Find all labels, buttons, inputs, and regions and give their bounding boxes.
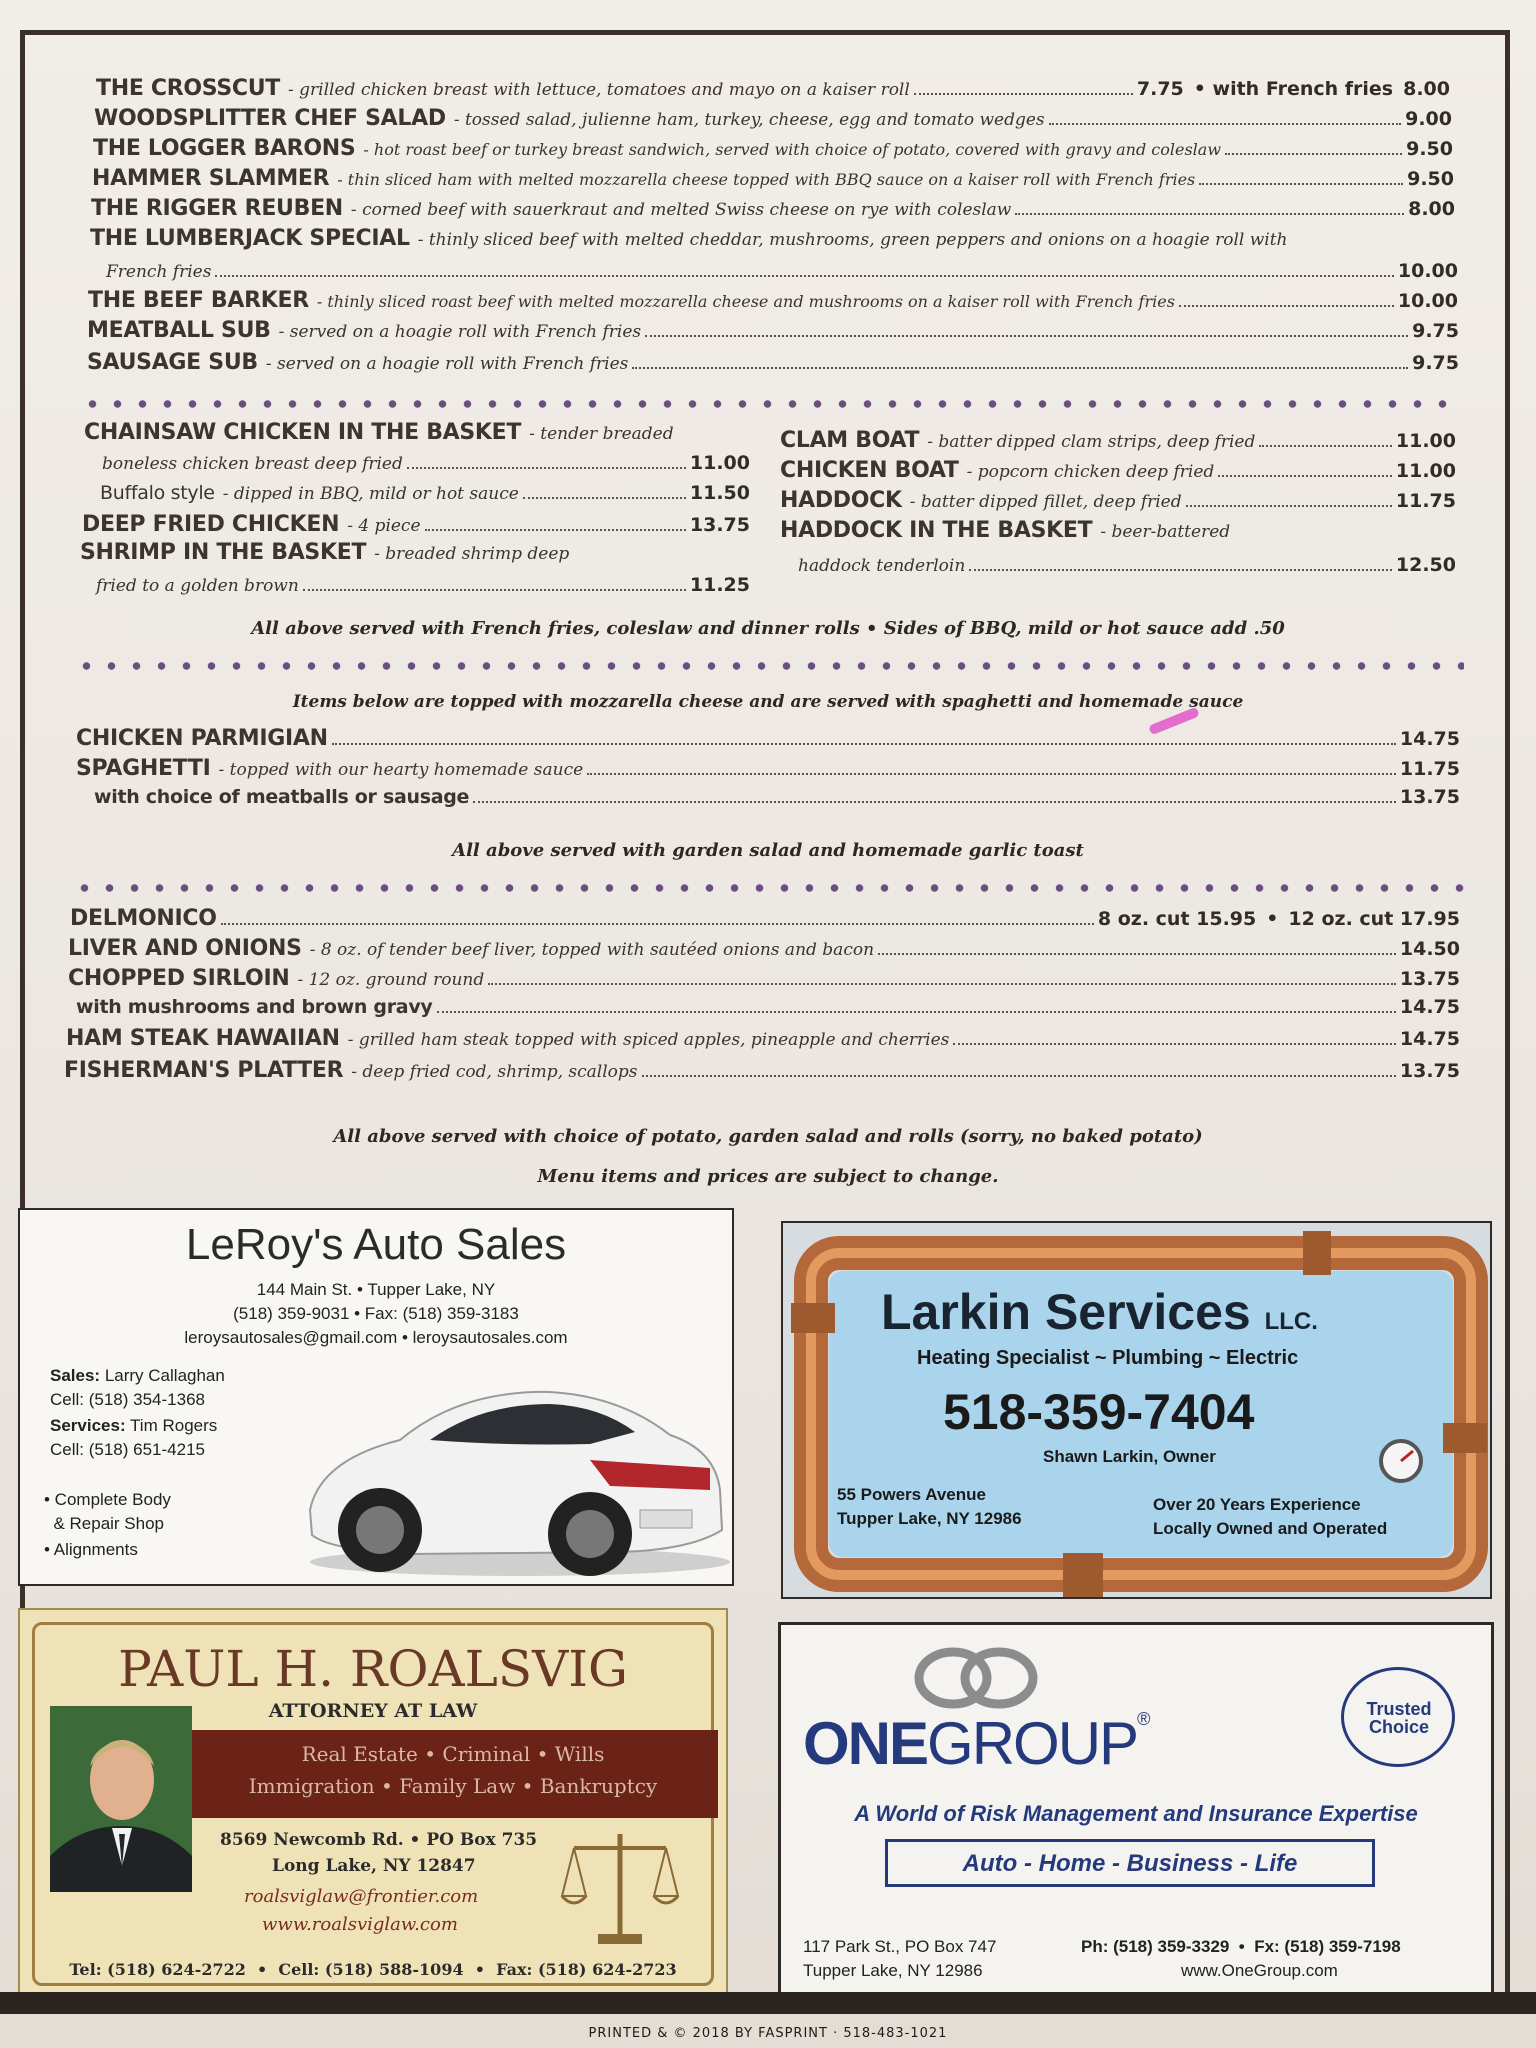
onegroup-website: www.OneGroup.com — [1181, 1961, 1338, 1980]
item-price: 9.50 — [1407, 168, 1454, 190]
paul-phones: Tel: (518) 624-2722 • Cell: (518) 588-1094 • Fax: (518) 624-2723 — [69, 1960, 677, 1979]
onegroup-rings-logo — [901, 1643, 1051, 1713]
menu-item — [68, 936, 1460, 966]
item-desc: - deep fried cod, shrimp, scallops — [351, 1062, 638, 1082]
leader-dots — [1186, 505, 1392, 507]
item-desc: - batter dipped clam strips, deep fried — [927, 432, 1256, 452]
item-name: THE BEEF BARKER — [88, 288, 309, 313]
item-desc: - topped with our hearty homemade sauce — [218, 760, 584, 780]
menu-item — [94, 786, 1460, 816]
menu-item — [780, 488, 1456, 518]
item-desc-cont: French fries — [106, 262, 212, 282]
leader-dots — [878, 953, 1396, 955]
printer-credit: PRINTED & © 2018 BY FASPRINT · 518-483-1021 — [588, 2026, 948, 2041]
leader-dots — [914, 93, 1133, 95]
item-name: SPAGHETTI — [76, 756, 211, 781]
item-price: 9.50 — [1406, 138, 1453, 160]
item-name: LIVER AND ONIONS — [68, 936, 302, 961]
item-desc: - corned beef with sauerkraut and melted Swiss cheese on rye with coleslaw — [350, 200, 1012, 220]
item-price: 11.00 — [689, 452, 750, 474]
leroy-bullet-repair: & Repair Shop — [44, 1514, 165, 1533]
leader-dots — [642, 1075, 1396, 1077]
item-name: CHICKEN BOAT — [780, 458, 959, 483]
item-desc: - grilled ham steak topped with spiced apples, pineapple and cherries — [347, 1030, 950, 1050]
leroy-sales-cell: Cell: (518) 354-1368 — [50, 1390, 205, 1409]
dinners-note: All above served with choice of potato, garden salad and rolls (sorry, no baked potato) — [333, 1126, 1203, 1147]
item-name: DEEP FRIED CHICKEN — [82, 512, 340, 537]
leroy-address: 144 Main St. • Tupper Lake, NY — [256, 1280, 496, 1299]
leader-dots — [221, 923, 1094, 925]
item-desc: - tender breaded — [529, 424, 674, 444]
leroy-title: LeRoy's Auto Sales — [185, 1220, 567, 1269]
item-name: FISHERMAN'S PLATTER — [64, 1058, 344, 1083]
menu-item — [93, 136, 1453, 166]
services-label: Services: — [50, 1416, 126, 1435]
item-price-large: 12 oz. cut 17.95 — [1288, 908, 1460, 930]
item-price: 14.75 — [1399, 728, 1460, 750]
larkin-phone: 518-359-7404 — [943, 1384, 1255, 1440]
onegroup-lines: Auto - Home - Business - Life — [962, 1850, 1298, 1877]
item-desc-cont: fried to a golden brown — [96, 576, 299, 596]
paul-address-2: Long Lake, NY 12847 — [272, 1856, 476, 1876]
sports-car-image — [290, 1340, 730, 1580]
item-desc: - dipped in BBQ, mild or hot sauce — [222, 484, 519, 504]
leader-dots — [645, 335, 1408, 337]
menu-item — [780, 428, 1456, 458]
leroy-email-web: leroysautosales@gmail.com • leroysautosales.com — [184, 1328, 568, 1347]
leader-dots — [473, 801, 1396, 803]
menu-item — [92, 166, 1454, 196]
menu-item-continued — [798, 554, 1456, 584]
item-price-small: 8 oz. cut 15.95 — [1097, 908, 1257, 930]
larkin-experience: Over 20 Years Experience — [1153, 1495, 1361, 1514]
item-desc: - breaded shrimp deep — [374, 544, 570, 564]
trusted-choice-badge — [1341, 1667, 1455, 1767]
bottom-border-bar — [0, 1992, 1536, 2014]
menu-item — [76, 726, 1460, 756]
leader-dots — [425, 529, 686, 531]
leader-dots — [587, 773, 1396, 775]
leader-dots — [1259, 445, 1392, 447]
leader-dots — [953, 1043, 1396, 1045]
item-price: 14.75 — [1399, 1028, 1460, 1050]
menu-item — [94, 106, 1452, 136]
menu-item — [82, 512, 750, 542]
paul-address-1: 8569 Newcomb Rd. • PO Box 735 — [220, 1830, 538, 1850]
item-desc: - 12 oz. ground round — [297, 970, 485, 990]
menu-item — [68, 966, 1460, 996]
item-price: 11.00 — [1395, 460, 1456, 482]
item-name: CLAM BOAT — [780, 428, 920, 453]
menu-item — [90, 226, 1456, 256]
menu-item — [91, 196, 1455, 226]
ad-onegroup — [778, 1622, 1494, 2000]
onegroup-tagline: A World of Risk Management and Insurance Expertise — [854, 1801, 1418, 1826]
menu-item — [66, 1026, 1460, 1056]
ad-leroys-auto-sales — [18, 1208, 734, 1586]
leader-dots — [437, 1011, 1396, 1013]
leader-dots — [1179, 305, 1394, 307]
item-price: 10.00 — [1397, 290, 1458, 312]
onegroup-registered: ® — [1137, 1709, 1149, 1729]
item-desc-cont: haddock tenderloin — [798, 556, 966, 576]
item-price: 13.75 — [1399, 968, 1460, 990]
item-price: 13.75 — [1399, 1060, 1460, 1082]
larkin-llc: LLC. — [1264, 1308, 1318, 1335]
larkin-address-1: 55 Powers Avenue — [837, 1485, 986, 1504]
menu-item — [780, 518, 1456, 548]
ad-paul-roalsvig — [18, 1608, 728, 2000]
item-name: HADDOCK IN THE BASKET — [780, 518, 1093, 543]
onegroup-name-group: GROUP — [927, 1710, 1138, 1777]
item-name: THE CROSSCUT — [96, 76, 281, 101]
item-price: 11.75 — [1395, 490, 1456, 512]
menu-item — [96, 76, 1450, 106]
item-price: 9.00 — [1405, 108, 1452, 130]
item-name: with mushrooms and brown gravy — [76, 996, 433, 1018]
item-name: CHAINSAW CHICKEN IN THE BASKET — [84, 420, 522, 445]
larkin-owner: Shawn Larkin, Owner — [1043, 1447, 1216, 1466]
leader-dots — [303, 589, 686, 591]
item-name: Buffalo style — [100, 482, 215, 504]
item-desc: - tossed salad, julienne ham, turkey, cheese, egg and tomato wedges — [453, 110, 1045, 130]
leader-dots — [488, 983, 1396, 985]
item-price: 13.75 — [689, 514, 750, 536]
item-price: 7.75 — [1136, 78, 1184, 100]
item-extra-price: 8.00 — [1403, 78, 1450, 100]
item-price: 11.75 — [1399, 758, 1460, 780]
leader-dots — [1015, 213, 1404, 215]
item-price: 11.00 — [1395, 430, 1456, 452]
larkin-address-2: Tupper Lake, NY 12986 — [837, 1509, 1022, 1528]
onegroup-name — [803, 1709, 1148, 1778]
change-note: Menu items and prices are subject to change. — [537, 1166, 999, 1187]
item-name: SHRIMP IN THE BASKET — [80, 540, 367, 565]
item-name: with choice of meatballs or sausage — [94, 786, 470, 808]
item-extra: • with French fries — [1193, 78, 1394, 100]
menu-item — [76, 756, 1460, 786]
ad-larkin-services — [781, 1221, 1492, 1599]
scales-of-justice-icon — [560, 1826, 680, 1950]
item-name: CHICKEN PARMIGIAN — [76, 726, 328, 751]
item-desc-cont: boneless chicken breast deep fried — [102, 454, 403, 474]
item-desc: - 8 oz. of tender beef liver, topped with sautéed onions and bacon — [309, 940, 875, 960]
item-name: THE LOGGER BARONS — [93, 136, 356, 161]
paul-email: roalsviglaw@frontier.com — [244, 1886, 479, 1907]
item-price: 10.00 — [1397, 260, 1458, 282]
leroy-bullet-alignments: • Alignments — [44, 1540, 138, 1559]
larkin-local: Locally Owned and Operated — [1153, 1519, 1388, 1538]
dotted-divider — [72, 882, 1464, 894]
item-price: 12.50 — [1395, 554, 1456, 576]
item-name: THE RIGGER REUBEN — [91, 196, 343, 221]
leroy-services — [50, 1416, 217, 1436]
item-desc: - batter dipped fillet, deep fried — [909, 492, 1182, 512]
menu-item — [87, 318, 1459, 348]
item-desc: - thin sliced ham with melted mozzarella cheese topped with BBQ sauce on a kaiser roll with French fries — [337, 170, 1196, 189]
larkin-name-text: Larkin Services — [881, 1284, 1251, 1340]
leader-dots — [969, 569, 1392, 571]
onegroup-address-1: 117 Park St., PO Box 747 — [803, 1937, 997, 1956]
services-name: Tim Rogers — [130, 1416, 218, 1435]
item-desc: - popcorn chicken deep fried — [966, 462, 1215, 482]
onegroup-lines-box — [885, 1839, 1375, 1887]
dotted-divider — [74, 660, 1464, 672]
menu-item — [88, 288, 1458, 318]
menu-item — [64, 1058, 1460, 1088]
onegroup-address-2: Tupper Lake, NY 12986 — [803, 1961, 983, 1980]
paul-areas-2: Immigration • Family Law • Bankruptcy — [248, 1774, 658, 1798]
larkin-tagline: Heating Specialist ~ Plumbing ~ Electric — [917, 1347, 1299, 1369]
leader-dots — [632, 367, 1408, 369]
paul-areas-1: Real Estate • Criminal • Wills — [301, 1742, 605, 1766]
item-desc: - served on a hoagie roll with French fries — [265, 354, 629, 374]
item-price: 9.75 — [1412, 320, 1459, 342]
item-price: 14.50 — [1399, 938, 1460, 960]
item-price: 11.25 — [689, 574, 750, 596]
paul-website: www.roalsviglaw.com — [262, 1914, 458, 1935]
leroy-sales — [50, 1366, 225, 1386]
menu-item — [70, 906, 1460, 936]
baskets-note: All above served with French fries, coleslaw and dinner rolls • Sides of BBQ, mild or hot sauce add .50 — [251, 618, 1285, 639]
onegroup-phones: Ph: (518) 359-3329 • Fx: (518) 359-7198 — [1081, 1937, 1401, 1956]
item-name: THE LUMBERJACK SPECIAL — [90, 226, 410, 251]
leader-dots — [1049, 123, 1401, 125]
item-price: 9.75 — [1412, 352, 1459, 374]
leader-dots — [1225, 153, 1402, 155]
attorney-portrait — [50, 1706, 192, 1892]
item-desc: - served on a hoagie roll with French fries — [278, 322, 642, 342]
item-name: DELMONICO — [70, 906, 217, 931]
item-name: CHOPPED SIRLOIN — [68, 966, 290, 991]
menu-item — [80, 540, 750, 570]
leader-dots — [523, 497, 686, 499]
onegroup-name-one: ONE — [803, 1710, 928, 1777]
leader-dots — [407, 467, 686, 469]
paul-name: PAUL H. ROALSVIG — [118, 1640, 628, 1698]
item-desc: - thinly sliced beef with melted cheddar, mushrooms, green peppers and onions on a hoagie roll with — [417, 230, 1288, 250]
menu-item — [100, 482, 750, 512]
leader-dots — [1218, 475, 1392, 477]
item-desc: - beer-battered — [1100, 522, 1231, 542]
item-desc: - hot roast beef or turkey breast sandwich, served with choice of potato, covered with gravy and coleslaw — [363, 140, 1222, 159]
menu-item-continued — [106, 260, 1458, 290]
menu-item — [87, 350, 1459, 380]
menu-item-continued — [102, 452, 750, 482]
item-name: HADDOCK — [780, 488, 902, 513]
item-price: 8.00 — [1408, 198, 1455, 220]
price-separator: • — [1266, 908, 1279, 930]
item-name: MEATBALL SUB — [87, 318, 271, 343]
leroy-services-cell: Cell: (518) 651-4215 — [50, 1440, 205, 1459]
item-name: WOODSPLITTER CHEF SALAD — [94, 106, 446, 131]
item-price: 11.50 — [689, 482, 750, 504]
item-name: HAM STEAK HAWAIIAN — [66, 1026, 340, 1051]
leader-dots — [215, 275, 1393, 277]
sales-name: Larry Callaghan — [104, 1366, 225, 1385]
item-name: HAMMER SLAMMER — [92, 166, 330, 191]
italian-note: All above served with garden salad and homemade garlic toast — [452, 840, 1084, 861]
item-desc: - 4 piece — [347, 516, 421, 536]
leroy-bullet-body: • Complete Body — [44, 1490, 171, 1509]
dotted-divider — [80, 398, 1460, 410]
italian-intro: Items below are topped with mozzarella cheese and are served with spaghetti and homemade sauce — [292, 692, 1244, 712]
leader-dots — [1199, 183, 1403, 185]
paul-title: ATTORNEY AT LAW — [268, 1700, 478, 1722]
item-name: SAUSAGE SUB — [87, 350, 258, 375]
menu-item-continued — [96, 574, 750, 604]
leroy-phone-fax: (518) 359-9031 • Fax: (518) 359-3183 — [233, 1304, 519, 1323]
item-price: 14.75 — [1399, 996, 1460, 1018]
menu-item — [84, 420, 754, 450]
trusted-choice-text: Trusted Choice — [1366, 1699, 1432, 1737]
menu-item — [76, 996, 1460, 1026]
larkin-name — [881, 1283, 1318, 1341]
menu-item — [780, 458, 1456, 488]
item-desc: - thinly sliced roast beef with melted mozzarella cheese and mushrooms on a kaiser roll with French fries — [316, 292, 1175, 311]
item-desc: - grilled chicken breast with lettuce, tomatoes and mayo on a kaiser roll — [288, 80, 910, 100]
item-price: 13.75 — [1399, 786, 1460, 808]
sales-label: Sales: — [50, 1366, 101, 1385]
leader-dots — [332, 743, 1396, 745]
